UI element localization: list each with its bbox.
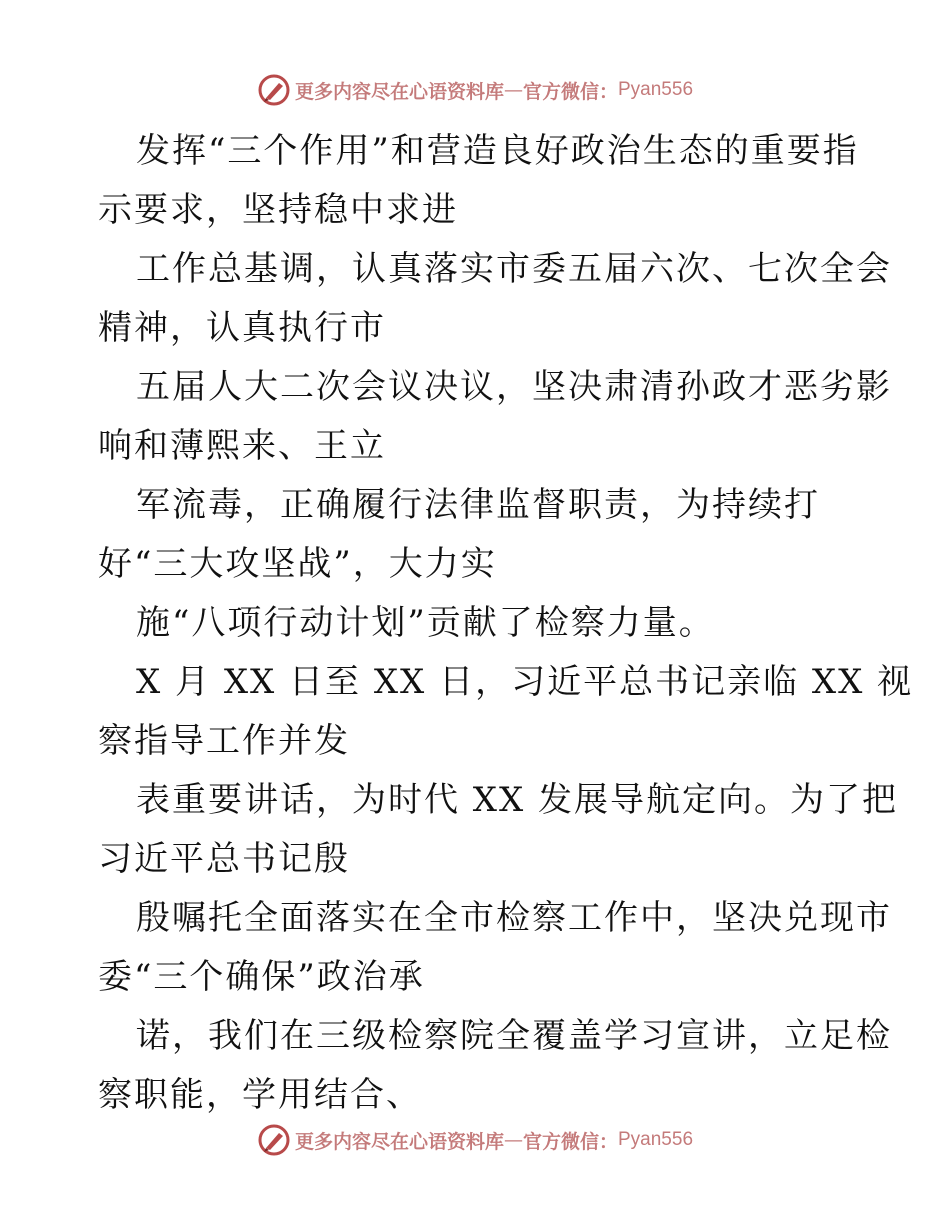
text-line: 发挥“三个作用”和营造良好政治生态的重要指 bbox=[136, 131, 859, 171]
document-body bbox=[98, 122, 914, 1125]
pen-logo-icon bbox=[257, 1123, 291, 1157]
watermark-dash: — bbox=[503, 1129, 523, 1151]
text-line: 委“三个确保”政治承 bbox=[98, 957, 425, 997]
text-line: 表重要讲话，为时代 XX 发展导航定向。为了把 bbox=[136, 780, 899, 820]
text-line: 察职能，学用结合、 bbox=[98, 1075, 422, 1115]
text-line: 习近平总书记殷 bbox=[98, 839, 350, 879]
text-line: 军流毒，正确履行法律监督职责，为持续打 bbox=[136, 485, 820, 525]
text-line: 示要求，坚持稳中求进 bbox=[98, 190, 458, 230]
header-watermark bbox=[0, 70, 950, 110]
text-line: 诺，我们在三级检察院全覆盖学习宣讲，立足检 bbox=[136, 1016, 892, 1056]
text-line: 殷嘱托全面落实在全市检察工作中，坚决兑现市 bbox=[136, 898, 892, 938]
watermark-dash: — bbox=[503, 79, 523, 101]
watermark-official-text: 官方微信： bbox=[522, 1130, 618, 1153]
text-line: 施“八项行动计划”贡献了检察力量。 bbox=[136, 603, 715, 643]
footer-watermark bbox=[0, 1120, 950, 1160]
watermark-id-text: Pyan556 bbox=[618, 1129, 694, 1150]
text-line: 响和薄熙来、王立 bbox=[98, 426, 386, 466]
pen-logo-icon bbox=[257, 73, 291, 107]
watermark-official-text: 官方微信： bbox=[522, 80, 618, 103]
text-line: 五届人大二次会议决议，坚决肃清孙政才恶劣影 bbox=[136, 367, 892, 407]
text-line: 工作总基调，认真落实市委五届六次、七次全会 bbox=[136, 249, 892, 289]
text-line: 好“三大攻坚战”，大力实 bbox=[98, 544, 497, 584]
text-line: 精神，认真执行市 bbox=[98, 308, 386, 348]
watermark-main-text: 更多内容尽在心语资料库 bbox=[294, 1130, 504, 1153]
watermark-id-text: Pyan556 bbox=[618, 79, 694, 100]
text-line: 察指导工作并发 bbox=[98, 721, 350, 761]
text-line: X 月 XX 日至 XX 日，习近平总书记亲临 XX 视 bbox=[136, 662, 914, 702]
watermark-main-text: 更多内容尽在心语资料库 bbox=[294, 80, 504, 103]
